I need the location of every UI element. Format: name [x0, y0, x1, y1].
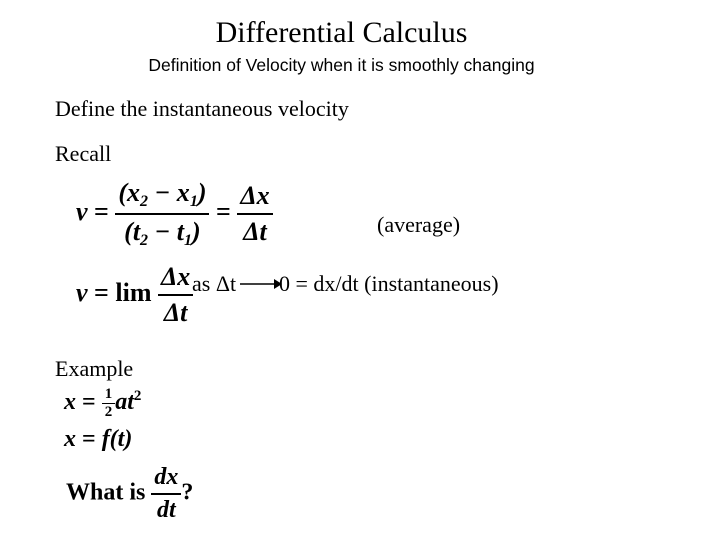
one-half-fraction: $\frac{1}{2}$	[102, 386, 116, 421]
limit-note-prefix: as Δt	[192, 271, 237, 296]
instantaneous-velocity-equation: v = lim $\frac{\Delta x}{\Delta t}$	[76, 262, 193, 328]
velocity-symbol: v	[76, 196, 88, 226]
average-label: (average)	[377, 212, 461, 237]
right-arrow-icon	[240, 276, 282, 292]
lim-operator: lim	[115, 277, 152, 307]
example-text: Example	[55, 356, 134, 381]
limit-note-suffix: 0 = dx/dt (instantaneous)	[279, 271, 499, 296]
limit-fraction: $\frac{\Delta x}{\Delta t}$	[158, 262, 193, 328]
slide-title: Differential Calculus	[215, 16, 468, 49]
example-equation-quadratic: x = $\frac{1}{2}$ $at^2$	[64, 386, 142, 420]
example-question: What is $\frac{dx}{dt}$ ?	[66, 464, 194, 523]
slide-subtitle: Definition of Velocity when it is smoothly changing	[148, 55, 535, 75]
derivative-fraction: $\frac{dx}{dt}$	[151, 464, 181, 524]
recall-text: Recall	[55, 141, 112, 166]
delta-fraction: $\frac{\Delta x}{\Delta t}$	[237, 181, 272, 247]
define-text: Define the instantaneous velocity	[55, 96, 349, 121]
average-velocity-equation: v = $\frac{(x_2 - x_1)}{(t_2 - t_1)}$ = $\frac{\Delta x}{\Delta t}$	[76, 178, 273, 250]
position-difference-fraction: $\frac{(x_2 - x_1)}{(t_2 - t_1)}$	[115, 178, 209, 250]
example-equation-function: x = f(t)	[64, 426, 133, 452]
